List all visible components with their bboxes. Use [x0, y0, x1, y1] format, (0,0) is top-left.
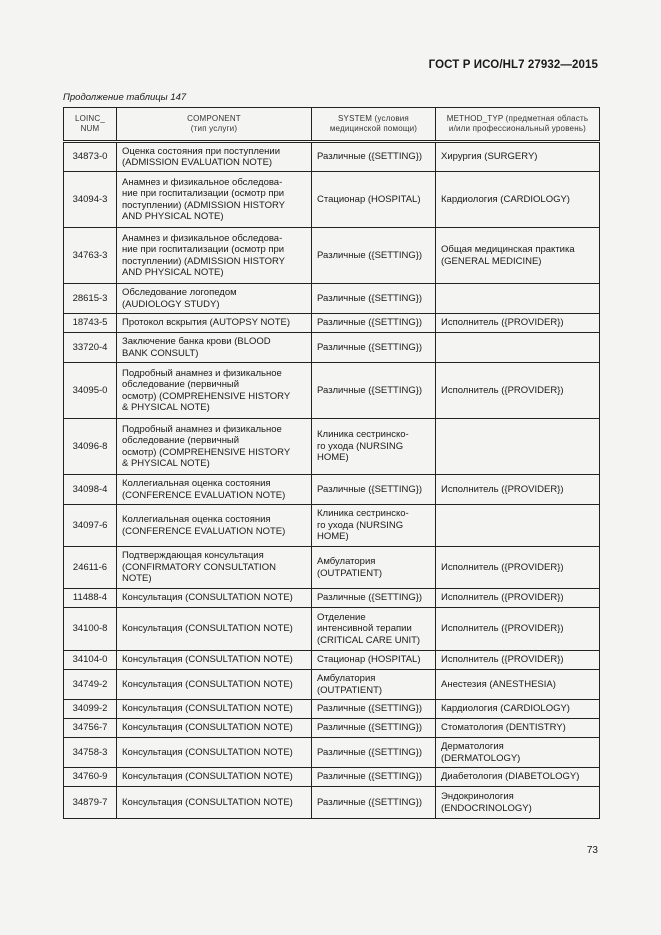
table-row [64, 651, 600, 670]
cell-text-line: Дерматология [441, 741, 504, 752]
cell-text-line: (CRITICAL CARE UNIT) [317, 634, 421, 646]
table-row [64, 608, 600, 651]
cell-text-line: Клиника сестринско- [317, 429, 409, 441]
cell-text-line: Подробный анамнез и физикальное [122, 423, 282, 435]
cell-text-line: поступлении) (ADMISSION HISTORY [122, 199, 286, 211]
system-cell [312, 589, 436, 608]
component-cell [117, 768, 312, 787]
cell-text-line: Обследование логопедом [122, 287, 237, 298]
method-cell [436, 768, 600, 787]
cell-text-line: Консультация (CONSULTATION NOTE) [122, 796, 293, 808]
component-cell [117, 651, 312, 670]
method-cell [436, 787, 600, 819]
cell-text-line: Коллегиальная оценка состояния [122, 478, 271, 489]
cell-text-line: Консультация (CONSULTATION NOTE) [122, 678, 293, 690]
column-header-system [312, 108, 436, 142]
cell-text-line: Консультация (CONSULTATION NOTE) [122, 623, 293, 635]
cell-text-line: (ADMISSION EVALUATION NOTE) [122, 157, 273, 168]
table-row [64, 314, 600, 333]
system-cell [312, 419, 436, 475]
cell-text-line: обследование (первичный [122, 379, 240, 390]
loinc-code-cell: 28615-3 [64, 284, 117, 314]
column-header-line: SYSTEM (условия [338, 114, 409, 123]
table-row [64, 475, 600, 505]
loinc-code-cell: 34758-3 [64, 738, 117, 768]
cell-text-line: Различные ({SETTING}) [317, 592, 423, 604]
component-cell [117, 787, 312, 819]
loinc-code-cell: 34096-8 [64, 419, 117, 475]
column-header-line: COMPONENT [187, 114, 241, 123]
loinc-code-cell: 18743-5 [64, 314, 117, 333]
loinc-code-cell: 34879-7 [64, 787, 117, 819]
cell-text-line: Различные ({SETTING}) [317, 722, 423, 734]
table-row [64, 738, 600, 768]
component-cell [117, 142, 312, 172]
cell-text-line: интенсивной терапии [317, 623, 412, 635]
method-cell [436, 651, 600, 670]
loinc-code-cell: 34098-4 [64, 475, 117, 505]
cell-text-line: (CONFERENCE EVALUATION NOTE) [122, 489, 286, 501]
method-cell [436, 719, 600, 738]
cell-text-line: Различные ({SETTING}) [317, 249, 423, 261]
cell-text-line: Исполнитель ({PROVIDER}) [441, 483, 564, 495]
method-cell [436, 547, 600, 589]
cell-text-line: (OUTPATIENT) [317, 684, 383, 696]
component-cell [117, 738, 312, 768]
loinc-code-cell: 34756-7 [64, 719, 117, 738]
system-cell [312, 787, 436, 819]
table-header-row [64, 108, 600, 142]
component-cell [117, 700, 312, 719]
cell-text-line: Оценка состояния при поступлении [122, 145, 281, 157]
component-cell [117, 475, 312, 505]
method-cell [436, 284, 600, 314]
cell-text-line: го ухода (NURSING [317, 519, 404, 531]
component-cell [117, 284, 312, 314]
system-cell [312, 333, 436, 363]
cell-text-line: Хирургия (SURGERY) [441, 151, 538, 163]
loinc-code-cell: 34749-2 [64, 670, 117, 700]
cell-text-line: Различные ({SETTING}) [317, 746, 423, 758]
method-cell [436, 142, 600, 172]
cell-text-line: Исполнитель ({PROVIDER}) [441, 384, 564, 396]
cell-text-line: Амбулатория [317, 673, 376, 684]
table-row [64, 787, 600, 819]
system-cell [312, 172, 436, 228]
component-cell [117, 670, 312, 700]
table-row [64, 505, 600, 547]
table-row [64, 284, 600, 314]
column-header-method [436, 108, 600, 142]
cell-text-line: (OUTPATIENT) [317, 567, 383, 579]
system-cell [312, 719, 436, 738]
system-cell [312, 505, 436, 547]
component-cell [117, 419, 312, 475]
table-row [64, 547, 600, 589]
cell-text-line: Исполнитель ({PROVIDER}) [441, 317, 564, 329]
cell-text-line: BANK CONSULT) [122, 347, 199, 359]
component-cell [117, 363, 312, 419]
cell-text-line: Анамнез и физикальное обследова- [122, 176, 283, 188]
cell-text-line: Различные ({SETTING}) [317, 292, 423, 304]
table-row [64, 419, 600, 475]
cell-text-line: Стационар (HOSPITAL) [317, 193, 421, 205]
cell-text-line: Подробный анамнез и физикальное [122, 367, 282, 379]
cell-text-line: Анамнез и физикальное обследова- [122, 232, 283, 244]
method-cell [436, 314, 600, 333]
cell-text-line: HOME) [317, 452, 349, 464]
loinc-code-cell: 34100-8 [64, 608, 117, 651]
loinc-code-cell: 34094-3 [64, 172, 117, 228]
column-header-line: METHOD_TYP (предметная область [446, 114, 589, 123]
cell-text-line: Различные ({SETTING}) [317, 341, 423, 353]
cell-text-line: Стационар (HOSPITAL) [317, 654, 421, 666]
loinc-code-cell: 34763-3 [64, 228, 117, 284]
table-row [64, 142, 600, 172]
table-row [64, 768, 600, 787]
column-header-line: (тип услуги) [190, 124, 238, 133]
cell-text-line: Различные ({SETTING}) [317, 703, 423, 715]
cell-text-line: (CONFERENCE EVALUATION NOTE) [122, 525, 286, 537]
cell-text-line: Различные ({SETTING}) [317, 771, 423, 783]
cell-text-line: (GENERAL MEDICINE) [441, 255, 542, 267]
method-cell [436, 589, 600, 608]
column-header-line: медицинской помощи) [329, 124, 418, 133]
cell-text-line: Различные ({SETTING}) [317, 317, 423, 329]
column-header-line: NUM [80, 124, 100, 133]
cell-text-line: Консультация (CONSULTATION NOTE) [122, 722, 293, 734]
column-header-line: и/или профессиональный уровень) [448, 124, 587, 133]
component-cell [117, 314, 312, 333]
method-cell [436, 700, 600, 719]
cell-text-line: Консультация (CONSULTATION NOTE) [122, 703, 293, 715]
cell-text-line: (ENDOCRINOLOGY) [441, 802, 532, 814]
method-cell [436, 363, 600, 419]
table-row [64, 719, 600, 738]
system-cell [312, 475, 436, 505]
cell-text-line: Различные ({SETTING}) [317, 483, 423, 495]
cell-text-line: ние при госпитализации (осмотр при [122, 188, 285, 199]
system-cell [312, 314, 436, 333]
cell-text-line: Протокол вскрытия (AUTOPSY NOTE) [122, 317, 291, 329]
cell-text-line: NOTE) [122, 573, 152, 585]
method-cell [436, 738, 600, 768]
method-cell [436, 505, 600, 547]
table-body [64, 142, 600, 819]
component-cell [117, 589, 312, 608]
method-cell [436, 228, 600, 284]
method-cell [436, 475, 600, 505]
table-row [64, 363, 600, 419]
loinc-code-cell: 11488-4 [64, 589, 117, 608]
component-cell [117, 608, 312, 651]
cell-text-line: Различные ({SETTING}) [317, 796, 423, 808]
system-cell [312, 547, 436, 589]
cell-text-line: Консультация (CONSULTATION NOTE) [122, 654, 293, 666]
cell-text-line: ние при госпитализации (осмотр при [122, 244, 285, 255]
cell-text-line: & PHYSICAL NOTE) [122, 458, 210, 469]
cell-text-line: Консультация (CONSULTATION NOTE) [122, 771, 293, 783]
cell-text-line: Стоматология (DENTISTRY) [441, 722, 566, 734]
cell-text-line: Кардиология (CARDIOLOGY) [441, 703, 570, 715]
cell-text-line: Исполнитель ({PROVIDER}) [441, 654, 564, 666]
column-header-line: LOINC_ [74, 114, 106, 123]
cell-text-line: Коллегиальная оценка состояния [122, 514, 271, 525]
loinc-code-cell: 34095-0 [64, 363, 117, 419]
component-cell [117, 228, 312, 284]
cell-text-line: Консультация (CONSULTATION NOTE) [122, 746, 293, 758]
cell-text-line: осмотр) (COMPREHENSIVE HISTORY [122, 446, 291, 458]
cell-text-line: Кардиология (CARDIOLOGY) [441, 193, 570, 205]
cell-text-line: Различные ({SETTING}) [317, 151, 423, 163]
component-cell [117, 547, 312, 589]
table-caption: Продолжение таблицы 147 [63, 92, 187, 103]
table-row [64, 670, 600, 700]
cell-text-line: Клиника сестринско- [317, 508, 409, 520]
cell-text-line: Консультация (CONSULTATION NOTE) [122, 592, 293, 604]
column-header-component [117, 108, 312, 142]
system-cell [312, 738, 436, 768]
cell-text-line: Исполнитель ({PROVIDER}) [441, 561, 564, 573]
component-cell [117, 172, 312, 228]
cell-text-line: обследование (первичный [122, 435, 240, 446]
cell-text-line: AND PHYSICAL NOTE) [122, 211, 224, 222]
cell-text-line: Диабетология (DIABETOLOGY) [441, 771, 580, 783]
cell-text-line: Амбулатория [317, 556, 376, 567]
system-cell [312, 284, 436, 314]
method-cell [436, 670, 600, 700]
table-row [64, 172, 600, 228]
cell-text-line: Исполнитель ({PROVIDER}) [441, 592, 564, 604]
method-cell [436, 172, 600, 228]
system-cell [312, 608, 436, 651]
cell-text-line: Эндокринология [441, 791, 514, 802]
loinc-code-cell: 34873-0 [64, 142, 117, 172]
cell-text-line: Анестезия (ANESTHESIA) [441, 678, 556, 690]
loinc-code-cell: 24611-6 [64, 547, 117, 589]
cell-text-line: осмотр) (COMPREHENSIVE HISTORY [122, 390, 291, 402]
method-cell [436, 333, 600, 363]
component-cell [117, 505, 312, 547]
component-cell [117, 719, 312, 738]
loinc-code-cell: 34104-0 [64, 651, 117, 670]
table-row [64, 333, 600, 363]
table-row [64, 228, 600, 284]
cell-text-line: Отделение [317, 611, 366, 623]
system-cell [312, 142, 436, 172]
cell-text-line: го ухода (NURSING [317, 440, 404, 452]
table-row [64, 700, 600, 719]
loinc-table [63, 107, 600, 819]
cell-text-line: (CONFIRMATORY CONSULTATION [122, 561, 276, 573]
cell-text-line: Заключение банка крови (BLOOD [122, 336, 271, 347]
component-cell [117, 333, 312, 363]
system-cell [312, 363, 436, 419]
table-row [64, 589, 600, 608]
page-number: 73 [586, 845, 598, 856]
column-header-loinc-num [64, 108, 117, 142]
system-cell [312, 651, 436, 670]
cell-text-line: Подтверждающая консультация [122, 550, 264, 562]
loinc-code-cell: 34099-2 [64, 700, 117, 719]
loinc-code-cell: 34760-9 [64, 768, 117, 787]
loinc-code-cell: 34097-6 [64, 505, 117, 547]
cell-text-line: (AUDIOLOGY STUDY) [122, 298, 220, 310]
system-cell [312, 228, 436, 284]
cell-text-line: (DERMATOLOGY) [441, 752, 521, 764]
system-cell [312, 768, 436, 787]
cell-text-line: Общая медицинская практика [441, 244, 575, 255]
method-cell [436, 419, 600, 475]
cell-text-line: AND PHYSICAL NOTE) [122, 267, 224, 278]
system-cell [312, 670, 436, 700]
loinc-code-cell: 33720-4 [64, 333, 117, 363]
cell-text-line: Исполнитель ({PROVIDER}) [441, 623, 564, 635]
cell-text-line: & PHYSICAL NOTE) [122, 402, 210, 413]
cell-text-line: поступлении) (ADMISSION HISTORY [122, 255, 286, 267]
cell-text-line: Различные ({SETTING}) [317, 384, 423, 396]
method-cell [436, 608, 600, 651]
document-standard-header: ГОСТ Р ИСО/HL7 27932—2015 [428, 59, 598, 71]
cell-text-line: HOME) [317, 531, 349, 543]
system-cell [312, 700, 436, 719]
